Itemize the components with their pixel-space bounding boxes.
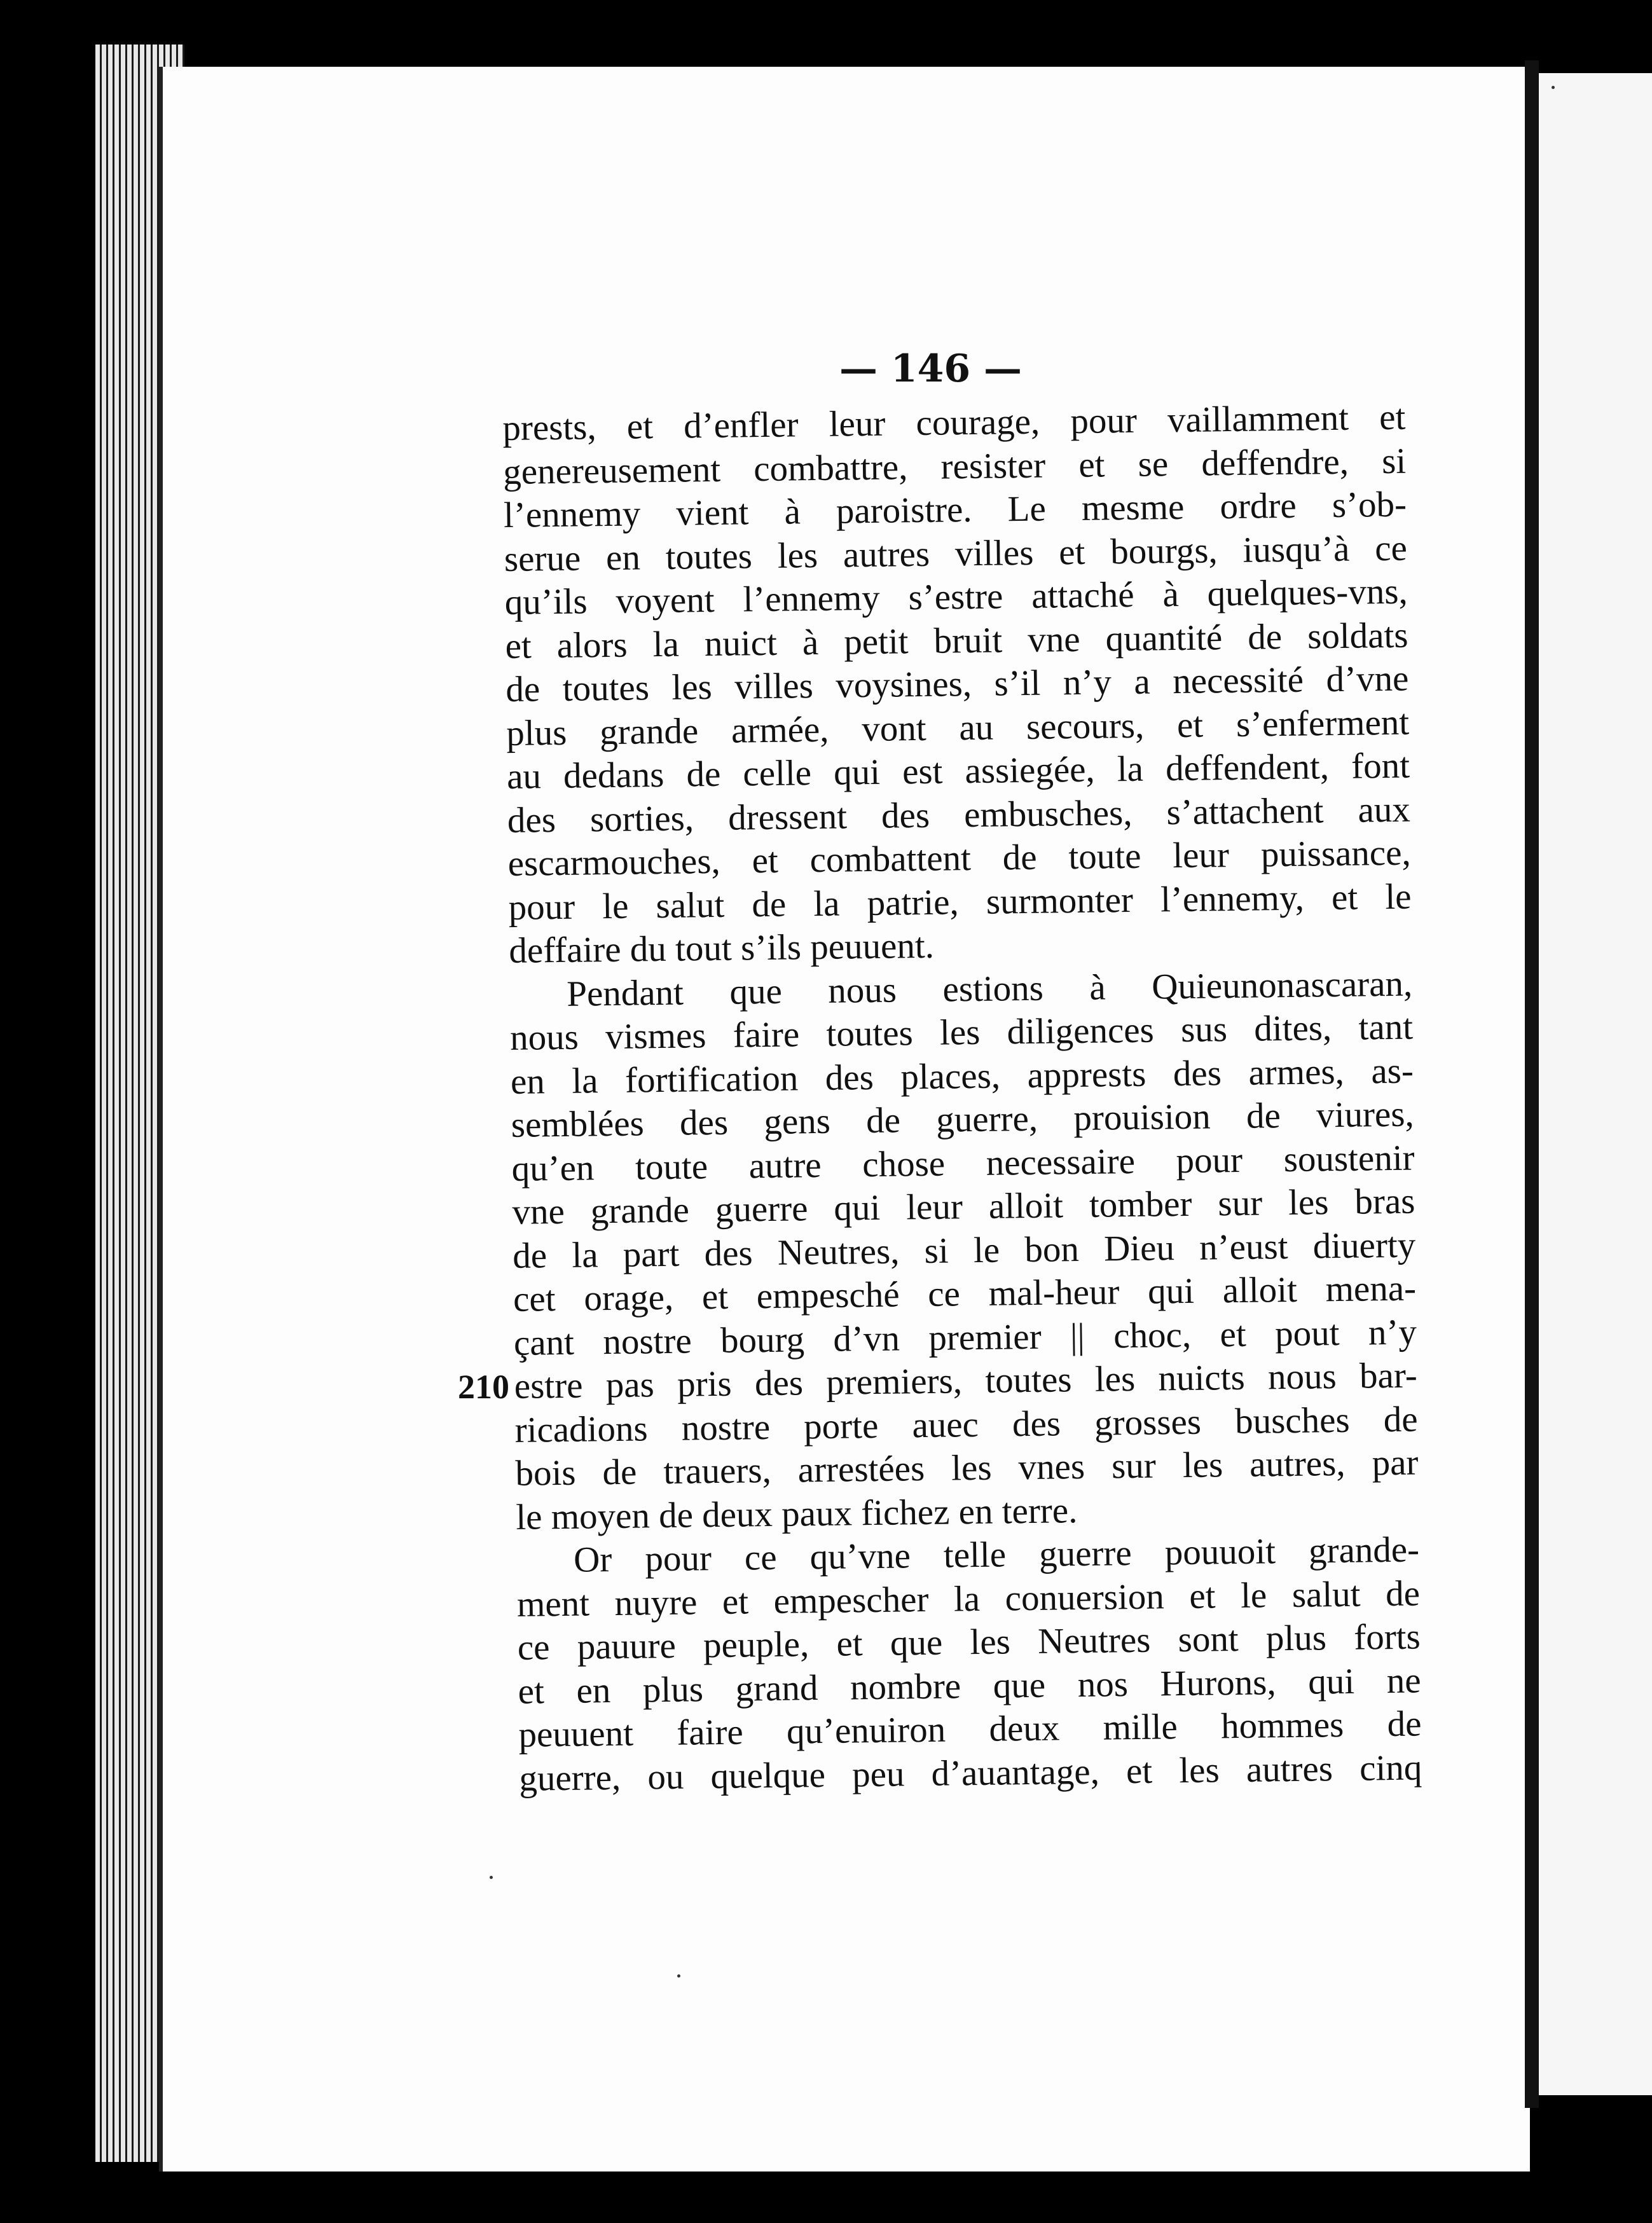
text-line: semblées des gens de guerre, prouision de viures, [511,1094,1415,1145]
text-line: de la part des Neutres, si le bon Dieu n’eust diuerty [512,1225,1416,1276]
text-line: qu’ils voyent l’ennemy s’estre attaché à quelques-vns, [504,571,1408,623]
text-line: deffaire du tout s’ils peuuent. [509,925,935,971]
text-line: le moyen de deux paux fichez en terre. [515,1490,1078,1538]
text-line: vne grande guerre qui leur alloit tomber sur les bras [512,1181,1415,1232]
page-number: — 146 — [839,347,1022,391]
text-line: bois de trauers, arrestées les vnes sur les autres, par [515,1442,1419,1494]
text-line: escarmouches, et combattent de toute leur puissance, [507,832,1412,884]
text-line: et en plus grand nombre que nos Hurons, qui ne [518,1660,1421,1712]
text-line: qu’en toute autre chose necessaire pour soustenir [511,1138,1415,1189]
book-gutter [1525,60,1539,2108]
text-line: ment nuyre et empescher la conuersion et le salut de [516,1573,1421,1625]
scan-speck [1552,86,1555,89]
text-line: nous vismes faire toutes les diligences sus dites, tant [509,1007,1414,1058]
text-line: l’ennemy vient à paroistre. Le mesme ordre s’ob- [503,484,1407,535]
text-line: de toutes les villes voysines, s’il n’y a necessité d’vne [506,658,1409,710]
text-line: guerre, ou quelque peu d’auantage, et les autres cinq [518,1747,1422,1799]
text-line: prests, et d’enfler leur courage, pour vaillamment et [502,397,1406,448]
body-text [502,396,1422,1801]
text-line: au dedans de celle qui est assiegée, la deffendent, font [506,745,1410,797]
scan-speck [490,1876,493,1879]
text-line: cet orage, et empesché ce mal-heur qui alloit mena- [513,1268,1417,1319]
text-line: ricadions nostre porte auec des grosses busches de [514,1399,1418,1450]
text-line: Pendant que nous estions à Quieunonascaran, [566,963,1413,1014]
text-line: genereusement combattre, resister et se deffendre, si [502,441,1407,492]
text-line: en la fortification des places, apprests des armes, as- [510,1050,1414,1102]
text-line: Or pour ce qu’vne telle guerre pouuoit grande- [573,1529,1420,1580]
scan-speck [677,1974,680,1978]
text-line: peuuent faire qu’enuiron deux mille hommes de [518,1703,1422,1755]
text-line: estre pas pris des premiers, toutes les nuicts nous bar- [514,1355,1418,1407]
text-line: des sorties, dressent des embusches, s’attachent aux [507,789,1411,841]
text-line: çant nostre bourg d’vn premier || choc, et pout n’y [513,1312,1417,1363]
text-line: plus grande armée, vont au secours, et s’enferment [506,702,1410,754]
right-page-edge [1539,73,1652,2095]
margin-note-210: 210 [458,1368,509,1406]
text-line: pour le salut de la patrie, surmonter l’ennemy, et le [508,876,1412,928]
text-line: ce pauure peuple, et que les Neutres sont plus forts [517,1616,1421,1668]
text-line: serue en toutes les autres villes et bourgs, iusqu’à ce [504,528,1408,579]
text-line: et alors la nuict à petit bruit vne quantité de soldats [505,615,1408,666]
